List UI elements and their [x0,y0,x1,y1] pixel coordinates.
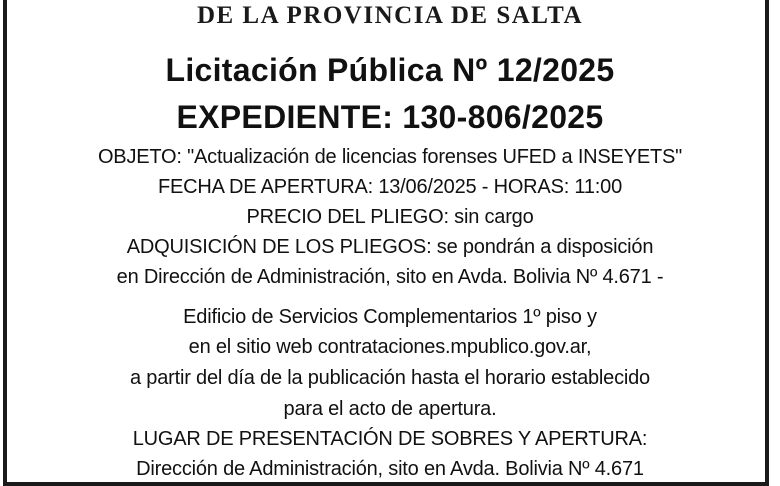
period-line: a partir del día de la publicación hasta el horario establecido [130,367,650,389]
acquisition-line: ADQUISICIÓN DE LOS PLIEGOS: se pondrán a disposición [126,236,654,258]
opening-date-line: FECHA DE APERTURA: 13/06/2025 - HORAS: 11:00 [157,176,622,198]
organization-heading: DE LA PROVINCIA DE SALTA [196,2,584,29]
building-line: Edificio de Servicios Complementarios 1º piso y [183,306,597,328]
address-line: en Dirección de Administración, sito en Avda. Bolivia Nº 4.671 - [116,266,664,288]
price-line: PRECIO DEL PLIEGO: sin cargo [246,206,534,228]
website-line: en el sitio web contrataciones.mpublico.gov.ar, [188,336,592,358]
submission-address-line: Dirección de Administración, sito en Avda. Bolivia Nº 4.671 [136,458,644,480]
submission-place-line: LUGAR DE PRESENTACIÓN DE SOBRES Y APERTURA: [132,428,648,450]
tender-title: Licitación Pública Nº 12/2025 [165,52,615,88]
opening-act-line: para el acto de apertura. [283,398,497,420]
file-number: EXPEDIENTE: 130-806/2025 [176,99,604,135]
object-line: OBJETO: "Actualización de licencias forenses UFED a INSEYETS" [97,146,683,168]
